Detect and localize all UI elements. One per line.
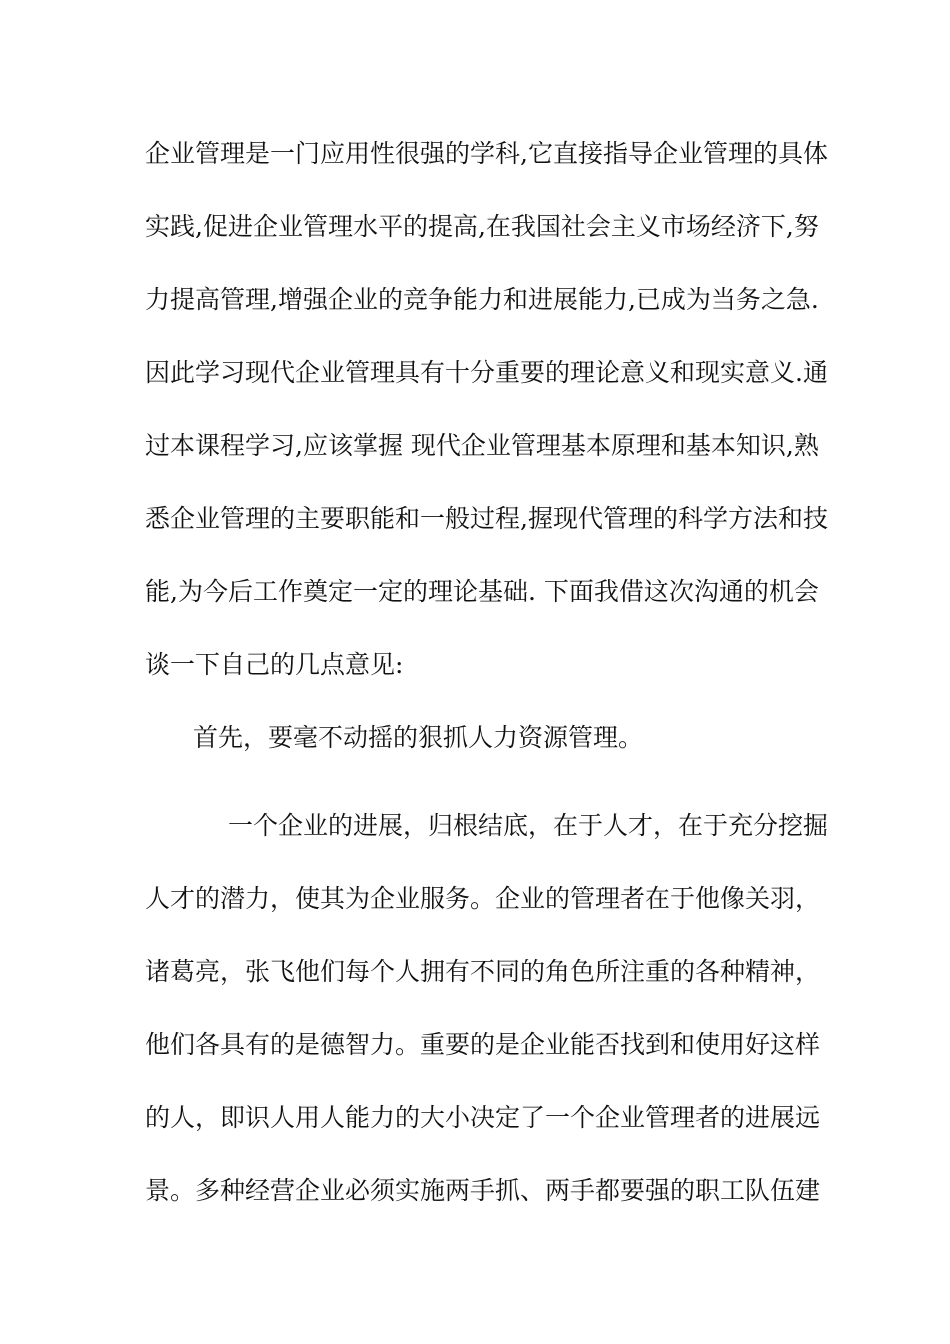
text-line: 一个企业的进展，归根结底，在于人才，在于充分挖掘: [228, 811, 829, 840]
text-line: 他们各具有的是德智力。重要的是企业能否找到和使用好这样: [145, 1030, 821, 1059]
text-line: 力提高管理,增强企业的竞争能力和进展能力,已成为当务之急.: [145, 285, 819, 314]
text-line: 景。多种经营企业必须实施两手抓、两手都要强的职工队伍建: [145, 1176, 821, 1205]
text-line: 因此学习现代企业管理具有十分重要的理论意义和现实意义.通: [145, 358, 828, 387]
text-line: 谈一下自己的几点意见:: [145, 650, 404, 679]
text-line: 能,为今后工作奠定一定的理论基础. 下面我借这次沟通的机会: [145, 577, 819, 606]
text-line: 诸葛亮，张飞他们每个人拥有不同的角色所注重的各种精神，: [145, 957, 821, 986]
text-line: 人才的潜力，使其为企业服务。企业的管理者在于他像关羽，: [145, 884, 821, 913]
text-line: 实践,促进企业管理水平的提高,在我国社会主义市场经济下,努: [145, 212, 819, 241]
text-line: 悉企业管理的主要职能和一般过程,握现代管理的科学方法和技: [145, 504, 828, 533]
text-line: 的人，即识人用人能力的大小决定了一个企业管理者的进展远: [145, 1103, 821, 1132]
text-line: 企业管理是一门应用性很强的学科,它直接指导企业管理的具体: [145, 139, 828, 168]
section-heading: 首先，要毫不动摇的狠抓人力资源管理。: [193, 723, 644, 752]
text-line: 过本课程学习,应该掌握 现代企业管理基本原理和基本知识,熟: [145, 431, 819, 460]
